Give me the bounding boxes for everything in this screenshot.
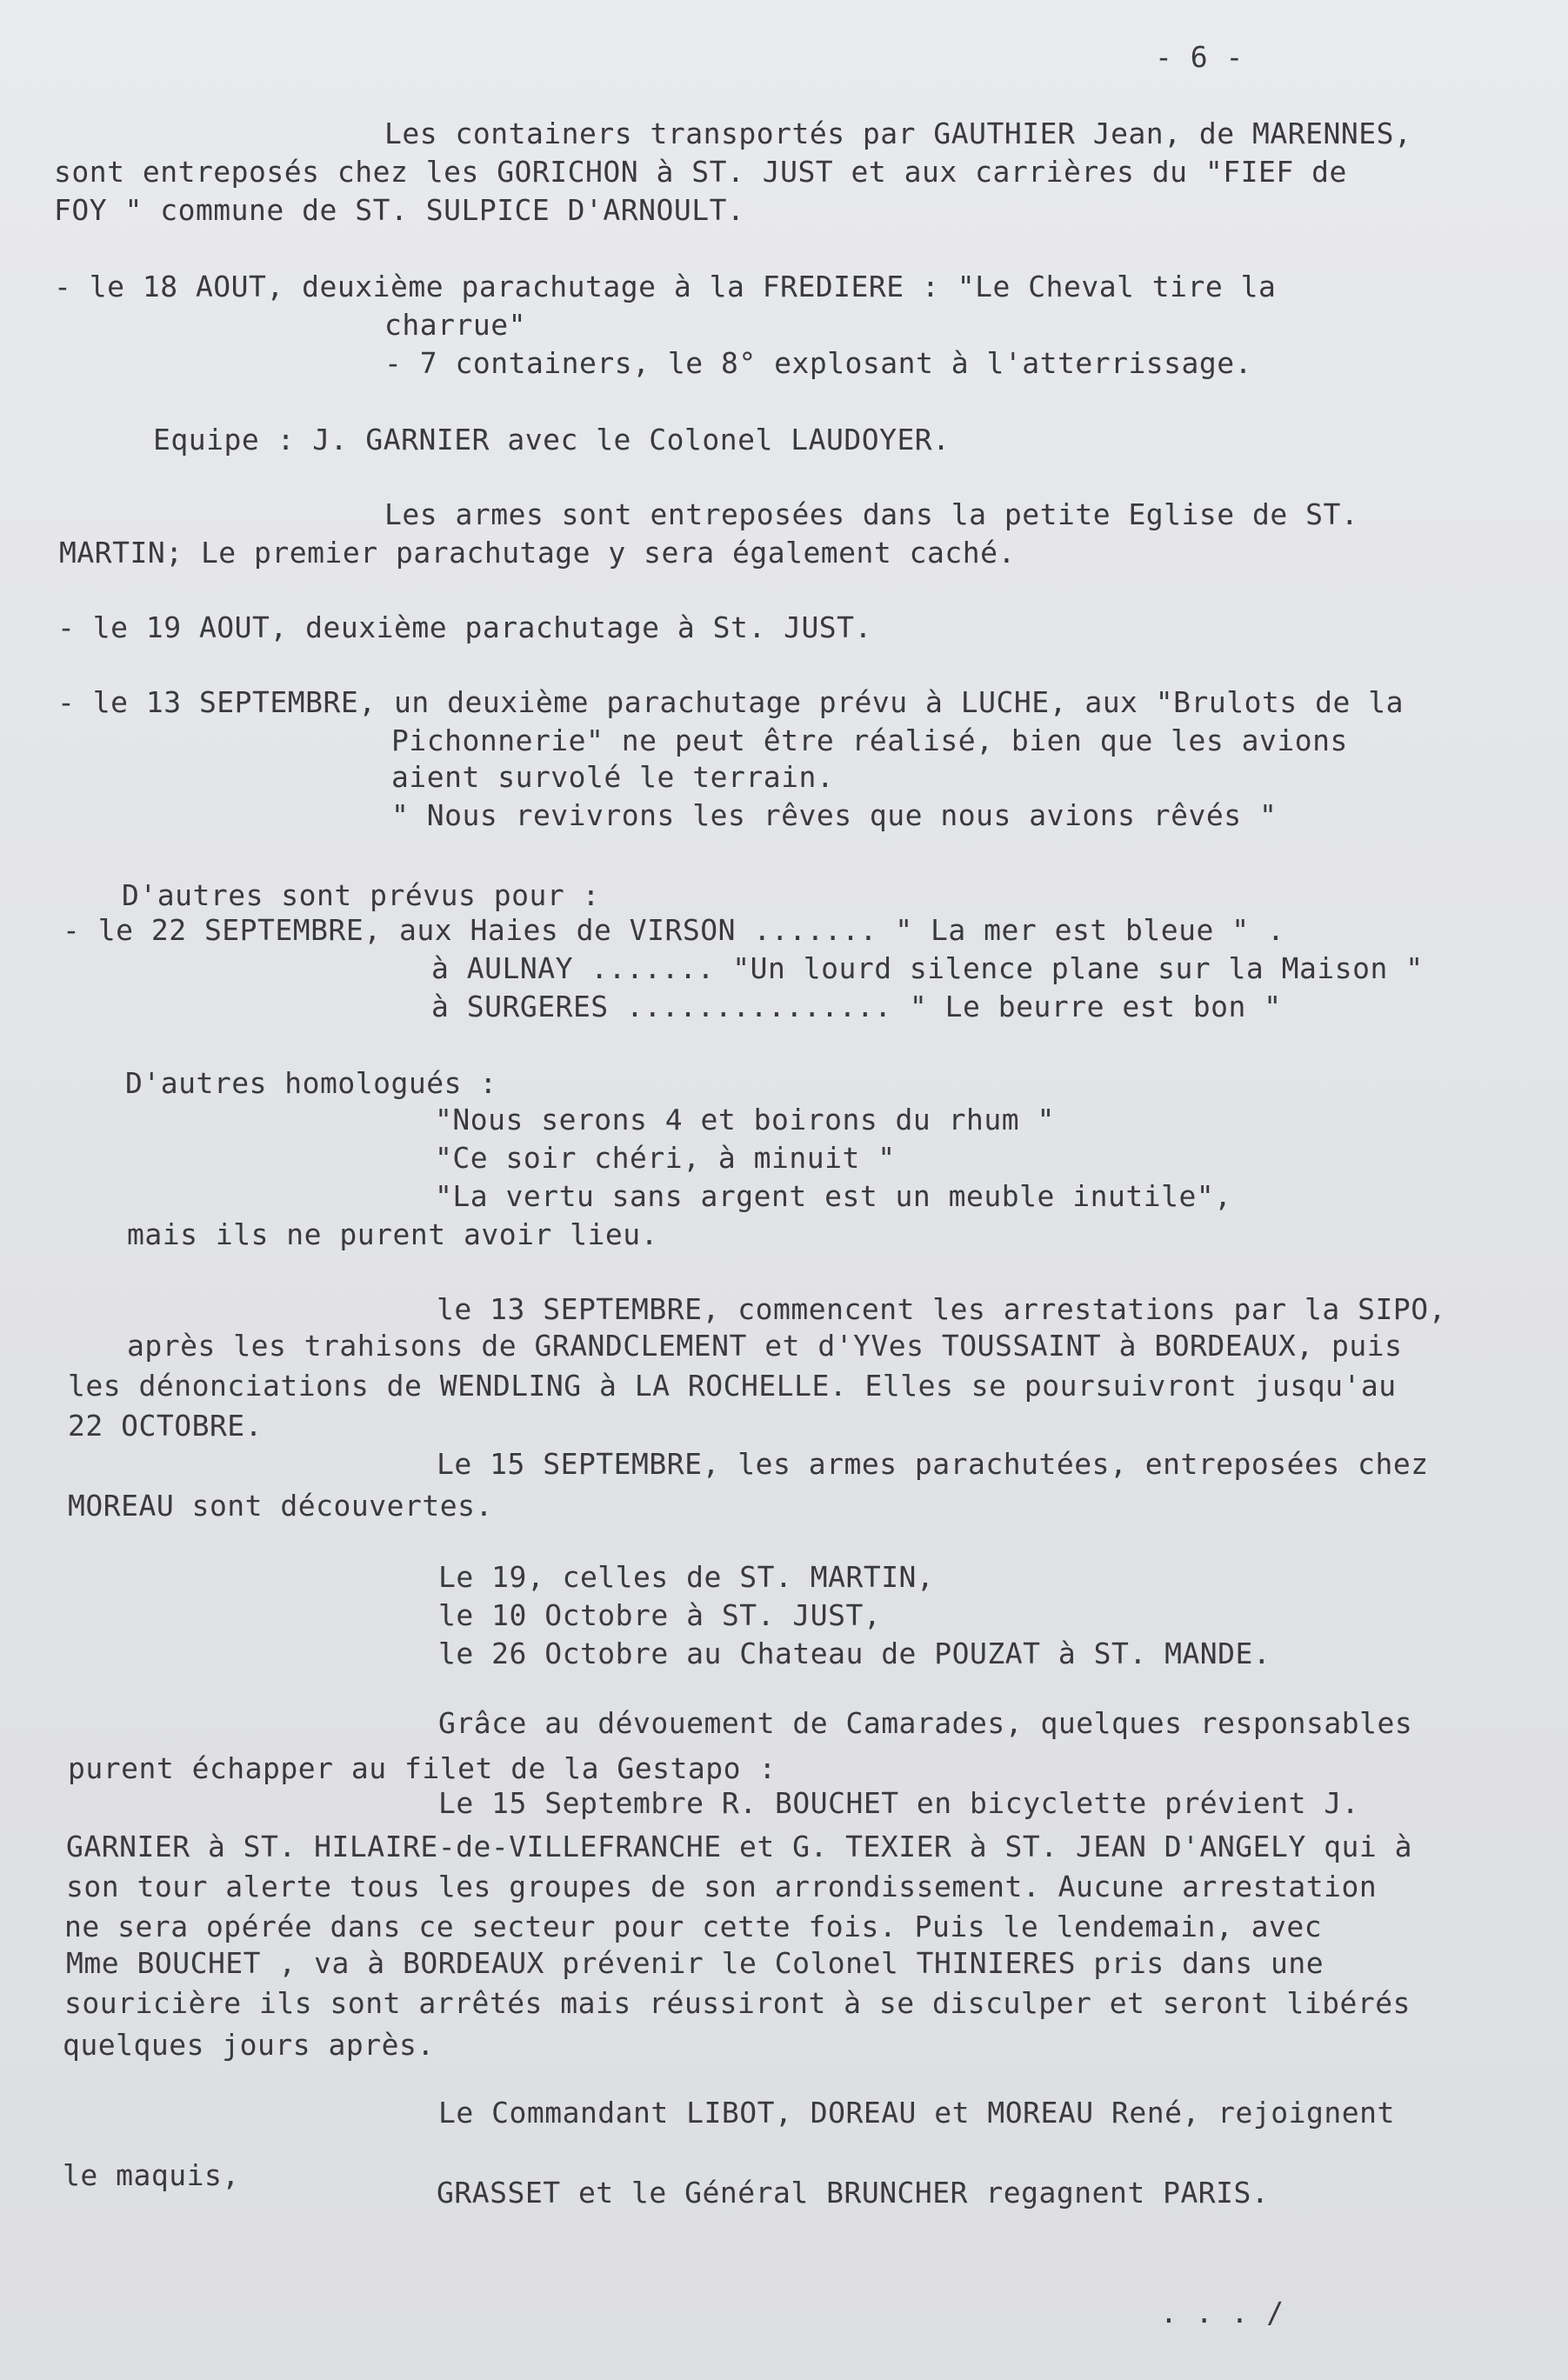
text-line: aient survolé le terrain.	[391, 760, 835, 794]
text-line: Grâce au dévouement de Camarades, quelques responsables	[438, 1706, 1413, 1740]
text-line: Le 15 Septembre R. BOUCHET en bicyclette prévient J.	[438, 1786, 1360, 1820]
text-line: " Nous revivrons les rêves que nous avions rêvés "	[391, 798, 1278, 832]
text-line: le maquis,	[63, 2158, 240, 2192]
text-line: - le 19 AOUT, deuxième parachutage à St. JUST.	[57, 610, 872, 644]
text-line: mais ils ne purent avoir lieu.	[127, 1217, 659, 1251]
text-line: "Ce soir chéri, à minuit "	[435, 1141, 896, 1175]
text-line: MOREAU sont découvertes.	[68, 1489, 493, 1523]
text-line: - le 22 SEPTEMBRE, aux Haies de VIRSON ....... " La mer est bleue " .	[63, 913, 1285, 947]
text-line: - le 18 AOUT, deuxième parachutage à la FREDIERE : "Le Cheval tire la	[54, 270, 1277, 303]
text-line: purent échapper au filet de la Gestapo :	[68, 1751, 777, 1785]
text-line: le 26 Octobre au Chateau de POUZAT à ST. MANDE.	[438, 1637, 1271, 1670]
continuation-mark: . . . /	[1160, 2296, 1284, 2330]
text-line: après les trahisons de GRANDCLEMENT et d'YVes TOUSSAINT à BORDEAUX, puis	[127, 1329, 1403, 1363]
text-line: Les armes sont entreposées dans la petite Eglise de ST.	[384, 497, 1359, 531]
text-line: FOY " commune de ST. SULPICE D'ARNOULT.	[54, 193, 745, 227]
text-line: à AULNAY ....... "Un lourd silence plane sur la Maison "	[431, 951, 1424, 985]
text-line: Equipe : J. GARNIER avec le Colonel LAUDOYER.	[153, 423, 951, 457]
text-line: ne sera opérée dans ce secteur pour cette fois. Puis le lendemain, avec	[64, 1910, 1323, 1943]
text-line: Le 15 SEPTEMBRE, les armes parachutées, entreposées chez	[437, 1447, 1429, 1481]
page-number: - 6 -	[1155, 40, 1244, 74]
text-line: MARTIN; Le premier parachutage y sera également caché.	[59, 536, 1016, 570]
text-line: le 10 Octobre à ST. JUST,	[438, 1598, 882, 1632]
text-line: "La vertu sans argent est un meuble inutile",	[435, 1179, 1232, 1213]
text-line: charrue"	[384, 308, 526, 342]
text-line: le 13 SEPTEMBRE, commencent les arrestations par la SIPO,	[437, 1292, 1446, 1326]
text-line: 22 OCTOBRE.	[68, 1409, 264, 1443]
text-line: les dénonciations de WENDLING à LA ROCHELLE. Elles se poursuivront jusqu'au	[68, 1369, 1397, 1403]
text-line: quelques jours après.	[63, 2028, 435, 2062]
text-line: Le Commandant LIBOT, DOREAU et MOREAU René, rejoignent	[438, 2096, 1395, 2130]
text-line: Le 19, celles de ST. MARTIN,	[438, 1560, 935, 1594]
text-line: à SURGERES ............... " Le beurre est bon "	[431, 990, 1282, 1023]
text-line: GARNIER à ST. HILAIRE-de-VILLEFRANCHE et G. TEXIER à ST. JEAN D'ANGELY qui à	[66, 1830, 1412, 1863]
text-line: sont entreposés chez les GORICHON à ST. JUST et aux carrières du "FIEF de	[54, 155, 1347, 189]
text-line: - le 13 SEPTEMBRE, un deuxième parachutage prévu à LUCHE, aux "Brulots de la	[57, 685, 1404, 719]
text-line: D'autres homologués :	[125, 1066, 497, 1100]
text-line: "Nous serons 4 et boirons du rhum "	[435, 1103, 1055, 1137]
text-line: Les containers transportés par GAUTHIER Jean, de MARENNES,	[384, 117, 1412, 150]
text-line: Pichonnerie" ne peut être réalisé, bien que les avions	[391, 723, 1348, 757]
text-line: souricière ils sont arrêtés mais réussiront à se disculper et seront libérés	[64, 1986, 1411, 2020]
text-line: GRASSET et le Général BRUNCHER regagnent PARIS.	[437, 2176, 1270, 2210]
text-line: Mme BOUCHET , va à BORDEAUX prévenir le Colonel THINIERES pris dans une	[66, 1946, 1324, 1980]
text-line: D'autres sont prévus pour :	[122, 878, 600, 912]
text-line: - 7 containers, le 8° explosant à l'atterrissage.	[384, 346, 1253, 380]
text-line: son tour alerte tous les groupes de son arrondissement. Aucune arrestation	[66, 1870, 1378, 1903]
